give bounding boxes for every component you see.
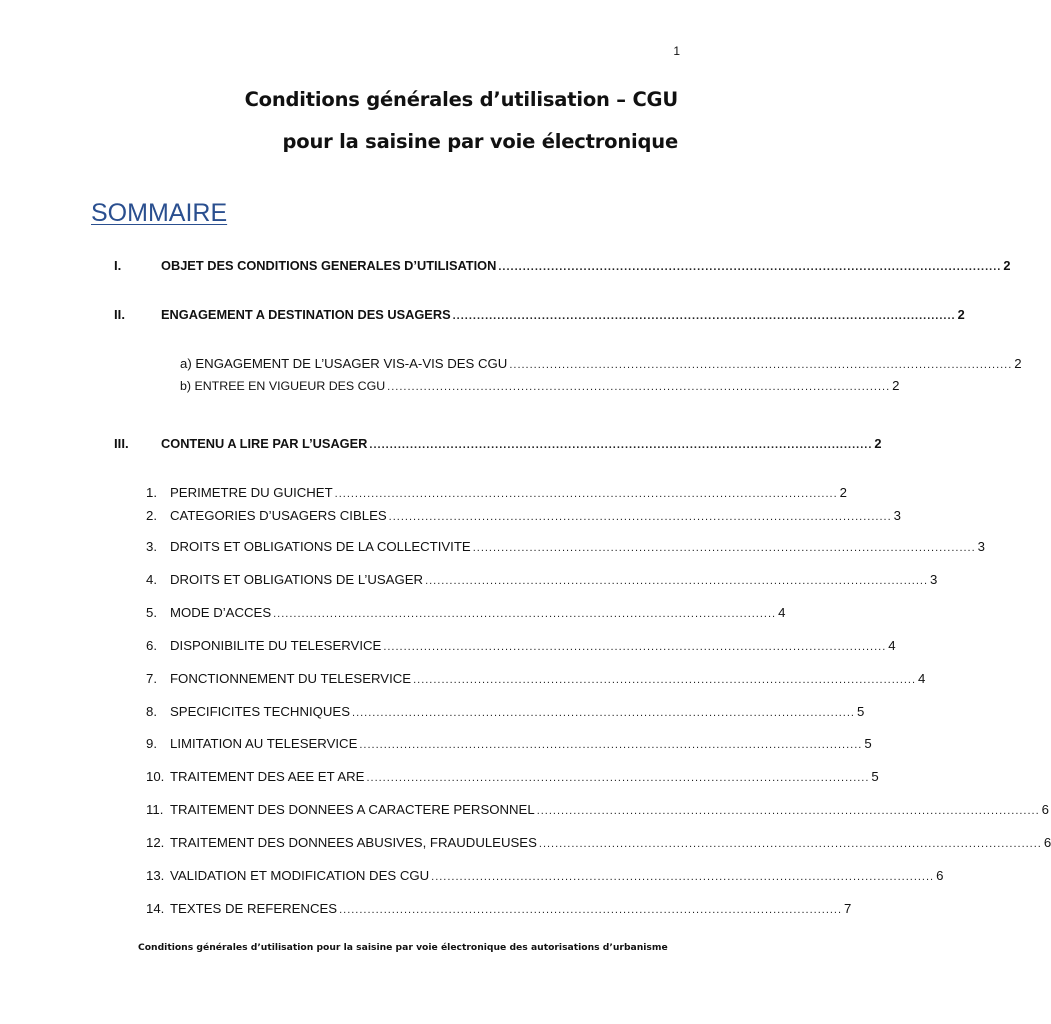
toc-entry-item[interactable]: [146, 572, 938, 587]
toc-leader-dots: ............................................................................................................................: [538, 838, 1042, 850]
toc-entry-text: LIMITATION AU TELESERVICE: [170, 736, 358, 751]
toc-page-number: 2: [1014, 356, 1022, 371]
toc-page-number: 2: [839, 485, 847, 500]
sommaire-heading[interactable]: SOMMAIRE: [91, 199, 228, 227]
toc-leader-dots: ............................................................................................................................: [383, 641, 887, 653]
toc-page-number: 6: [1043, 835, 1051, 850]
toc-entry-text: DROITS ET OBLIGATIONS DE LA COLLECTIVITE: [170, 539, 471, 554]
toc-entry-item[interactable]: [146, 485, 847, 500]
toc-leader-dots: ............................................................................................................................: [366, 772, 870, 784]
toc-page-number: 6: [1041, 802, 1049, 817]
section-numeral: III.: [114, 436, 129, 451]
toc-entry-text: PERIMETRE DU GUICHET: [170, 485, 333, 500]
toc-entry-item[interactable]: [146, 638, 896, 653]
toc-entry-text: TEXTES DE REFERENCES: [170, 901, 338, 916]
toc-leader-dots: ............................................................................................................................: [388, 511, 892, 523]
toc-leader-dots: ............................................................................................................................: [273, 608, 777, 620]
toc-entry-text: b) ENTREE EN VIGUEUR DES CGU: [180, 379, 386, 393]
toc-item-number: 12.: [146, 835, 165, 850]
toc-page-number: 5: [871, 769, 879, 784]
toc-page-number: 6: [936, 868, 944, 883]
toc-item-number: 5.: [146, 605, 157, 620]
section-numeral: II.: [114, 307, 125, 322]
toc-entry-text: DISPONIBILITE DU TELESERVICE: [170, 638, 382, 653]
toc-entry-subsection[interactable]: [180, 378, 900, 393]
toc-entry-item[interactable]: [146, 802, 1049, 817]
toc-page-number: 4: [778, 605, 786, 620]
toc-entry-item[interactable]: [146, 704, 865, 719]
toc-leader-dots: ............................................................................................................................: [413, 674, 917, 686]
toc-page-number: 3: [930, 572, 938, 587]
section-numeral: I.: [114, 258, 122, 273]
toc-entry-text: DROITS ET OBLIGATIONS DE L’USAGER: [170, 572, 424, 587]
toc-entry-item[interactable]: [146, 539, 986, 554]
toc-item-number: 10.: [146, 769, 165, 784]
toc-entry-subsection[interactable]: [180, 356, 1022, 371]
toc-entry-text: SPECIFICITES TECHNIQUES: [170, 704, 351, 719]
toc-page-number: 5: [864, 736, 872, 751]
toc-item-number: 14.: [146, 901, 165, 916]
toc-leader-dots: ............................................................................................................................: [339, 904, 843, 916]
toc-entry-section[interactable]: [161, 436, 882, 451]
toc-item-number: 2.: [146, 508, 157, 523]
toc-entry-text: a) ENGAGEMENT DE L’USAGER VIS-A-VIS DES CGU: [180, 356, 508, 371]
toc-entry-item[interactable]: [146, 769, 879, 784]
toc-item-number: 3.: [146, 539, 157, 554]
toc-item-number: 9.: [146, 736, 157, 751]
toc-entry-text: TRAITEMENT DES AEE ET ARE: [170, 769, 365, 784]
toc-entry-item[interactable]: [146, 671, 926, 686]
toc-entry-item[interactable]: [146, 901, 852, 916]
toc-leader-dots: ............................................................................................................................: [498, 261, 1002, 273]
toc-entry-item[interactable]: [146, 736, 872, 751]
toc-entry-item[interactable]: [146, 835, 1051, 850]
toc-page-number: 7: [844, 901, 852, 916]
toc-page-number: 4: [888, 638, 896, 653]
toc-item-number: 6.: [146, 638, 157, 653]
page-number: 1: [673, 44, 680, 58]
toc-entry-text: OBJET DES CONDITIONS GENERALES D’UTILISATION: [161, 258, 497, 273]
toc-entry-item[interactable]: [146, 508, 901, 523]
toc-leader-dots: ............................................................................................................................: [425, 575, 929, 587]
document-title: Conditions générales d’utilisation – CGU: [244, 88, 678, 111]
toc-item-number: 8.: [146, 704, 157, 719]
toc-leader-dots: ............................................................................................................................: [472, 542, 976, 554]
toc-leader-dots: ............................................................................................................................: [536, 805, 1040, 817]
toc-entry-text: ENGAGEMENT A DESTINATION DES USAGERS: [161, 307, 451, 322]
toc-page-number: 2: [957, 307, 965, 322]
toc-leader-dots: ............................................................................................................................: [334, 488, 838, 500]
toc-page-number: 2: [874, 436, 882, 451]
toc-entry-section[interactable]: [161, 307, 965, 322]
toc-item-number: 13.: [146, 868, 165, 883]
toc-entry-text: CATEGORIES D’USAGERS CIBLES: [170, 508, 387, 523]
toc-leader-dots: ............................................................................................................................: [359, 739, 863, 751]
toc-entry-text: MODE D’ACCES: [170, 605, 272, 620]
toc-entry-text: TRAITEMENT DES DONNEES ABUSIVES, FRAUDULEUSES: [170, 835, 537, 850]
toc-item-number: 7.: [146, 671, 157, 686]
toc-item-number: 1.: [146, 485, 157, 500]
toc-leader-dots: ............................................................................................................................: [369, 439, 873, 451]
toc-entry-text: VALIDATION ET MODIFICATION DES CGU: [170, 868, 430, 883]
toc-leader-dots: ............................................................................................................................: [509, 359, 1013, 371]
toc-entry-item[interactable]: [146, 868, 944, 883]
toc-leader-dots: ............................................................................................................................: [387, 381, 891, 393]
toc-entry-text: CONTENU A LIRE PAR L’USAGER: [161, 436, 368, 451]
document-subtitle: pour la saisine par voie électronique: [282, 130, 678, 153]
toc-page-number: 2: [1003, 258, 1011, 273]
toc-leader-dots: ............................................................................................................................: [352, 707, 855, 719]
toc-page-number: 3: [977, 539, 986, 554]
toc-item-number: 4.: [146, 572, 157, 587]
toc-leader-dots: ............................................................................................................................: [431, 871, 935, 883]
toc-page-number: 4: [918, 671, 926, 686]
toc-page-number: 5: [856, 704, 865, 719]
toc-leader-dots: ............................................................................................................................: [452, 310, 956, 322]
toc-item-number: 11.: [146, 802, 164, 817]
toc-entry-text: TRAITEMENT DES DONNEES A CARACTERE PERSONNEL: [170, 802, 535, 817]
page-footer: Conditions générales d’utilisation pour la saisine par voie électronique des autorisations d’urbanisme: [138, 942, 668, 953]
toc-entry-text: FONCTIONNEMENT DU TELESERVICE: [170, 671, 412, 686]
toc-entry-item[interactable]: [146, 605, 786, 620]
toc-entry-section[interactable]: [161, 258, 1011, 273]
toc-page-number: 3: [893, 508, 901, 523]
toc-page-number: 2: [892, 378, 900, 393]
